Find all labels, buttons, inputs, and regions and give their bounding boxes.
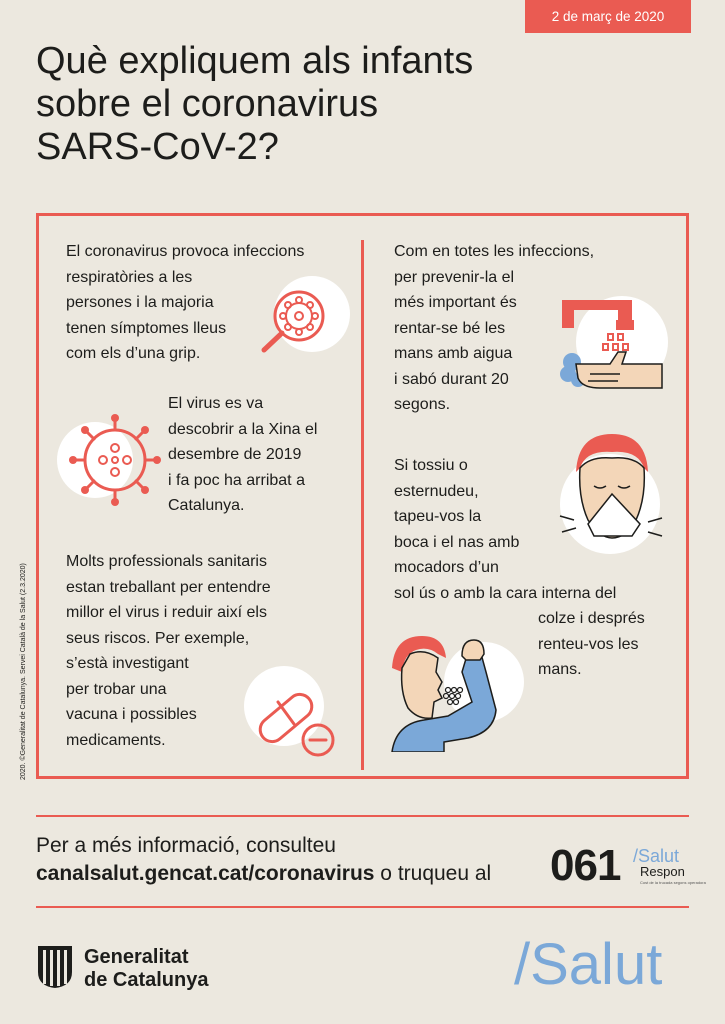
text-line: vacuna i possibles xyxy=(66,706,197,723)
text-block-discovery xyxy=(168,391,317,519)
text-line: persones i la majoria xyxy=(66,294,214,311)
text-line: esternudeu, xyxy=(394,482,479,500)
footer-divider-top xyxy=(36,815,689,817)
text-line: i fa poc ha arribat a xyxy=(168,471,305,489)
salut-brand: /Salut xyxy=(514,932,663,997)
text-line: descobrir a la Xina el xyxy=(168,420,318,438)
generalitat-logo xyxy=(36,944,256,992)
text-line: com els d’una grip. xyxy=(66,345,201,362)
text-line: per prevenir-la el xyxy=(394,268,515,286)
text-line: estan treballant per entendre xyxy=(66,578,271,596)
text-line: El coronavirus provoca infeccions xyxy=(66,243,305,260)
text-line: colze i després xyxy=(538,610,645,627)
info-link[interactable]: canalsalut.gencat.cat/coronavirus xyxy=(36,862,375,885)
gencat-shield-icon xyxy=(36,944,74,990)
text-line: millor el virus i reduir així els xyxy=(66,604,267,621)
phone-brand-sub: Respon xyxy=(640,864,685,879)
text-line: Si tossiu o xyxy=(394,457,468,474)
date-badge: 2 de març de 2020 xyxy=(525,0,691,33)
info-link-line xyxy=(36,862,491,886)
text-line: mans amb aigua xyxy=(394,345,513,362)
text-line: s’està investigant xyxy=(66,655,189,672)
text-line: medicaments. xyxy=(66,731,166,749)
phone-fine-print: Cost de la trucada segons operadora xyxy=(640,880,706,885)
info-text: Per a més informació, consulteu xyxy=(36,834,336,857)
pills-icon xyxy=(238,666,343,761)
cough-elbow-icon xyxy=(388,632,528,752)
magnifier-virus-icon xyxy=(252,270,357,360)
text-line: Com en totes les infeccions, xyxy=(394,243,595,260)
text-line: i sabó durant 20 xyxy=(394,370,509,388)
footer-divider-bottom xyxy=(36,906,689,908)
text-line: segons. xyxy=(394,396,451,413)
handwashing-icon xyxy=(560,282,670,392)
org-name-line2: de Catalunya xyxy=(84,969,209,991)
text-block-elbow xyxy=(538,606,645,683)
text-line: més important és xyxy=(394,294,517,311)
text-line: sol ús o amb la cara interna del xyxy=(394,584,617,602)
text-line: rentar-se bé les xyxy=(394,319,506,337)
text-line: Catalunya. xyxy=(168,497,245,514)
page-title xyxy=(36,40,656,169)
title-line: SARS-CoV-2? xyxy=(36,126,279,168)
text-line: mans. xyxy=(538,661,582,678)
text-line: El virus es va xyxy=(168,395,264,412)
text-line: tapeu-vos la xyxy=(394,508,482,525)
text-line: per trobar una xyxy=(66,680,167,698)
sneeze-tissue-icon xyxy=(548,428,673,558)
phone-061-logo xyxy=(550,841,706,892)
org-name-line1: Generalitat xyxy=(84,946,189,968)
title-line: Què expliquem als infants xyxy=(36,40,474,82)
virus-icon xyxy=(55,408,165,513)
phone-number: 061 xyxy=(550,841,621,890)
text-line: tenen símptomes lleus xyxy=(66,319,227,337)
text-line: Molts professionals sanitaris xyxy=(66,553,267,570)
phone-brand: /Salut xyxy=(633,846,680,866)
text-line: respiratòries a les xyxy=(66,268,193,286)
text-line: renteu-vos les xyxy=(538,635,639,653)
info-tail: o truqueu al xyxy=(374,862,492,885)
title-line: sobre el coronavirus xyxy=(36,83,379,125)
text-line: mocadors d’un xyxy=(394,559,499,576)
text-line: desembre de 2019 xyxy=(168,446,302,463)
copyright-credit: 2020. ©Generalitat de Catalunya. Servei Català de la Salut (2.3.2020) xyxy=(20,563,27,780)
text-line: boca i el nas amb xyxy=(394,533,520,551)
text-line: seus riscos. Per exemple, xyxy=(66,629,250,647)
column-divider xyxy=(361,240,364,770)
